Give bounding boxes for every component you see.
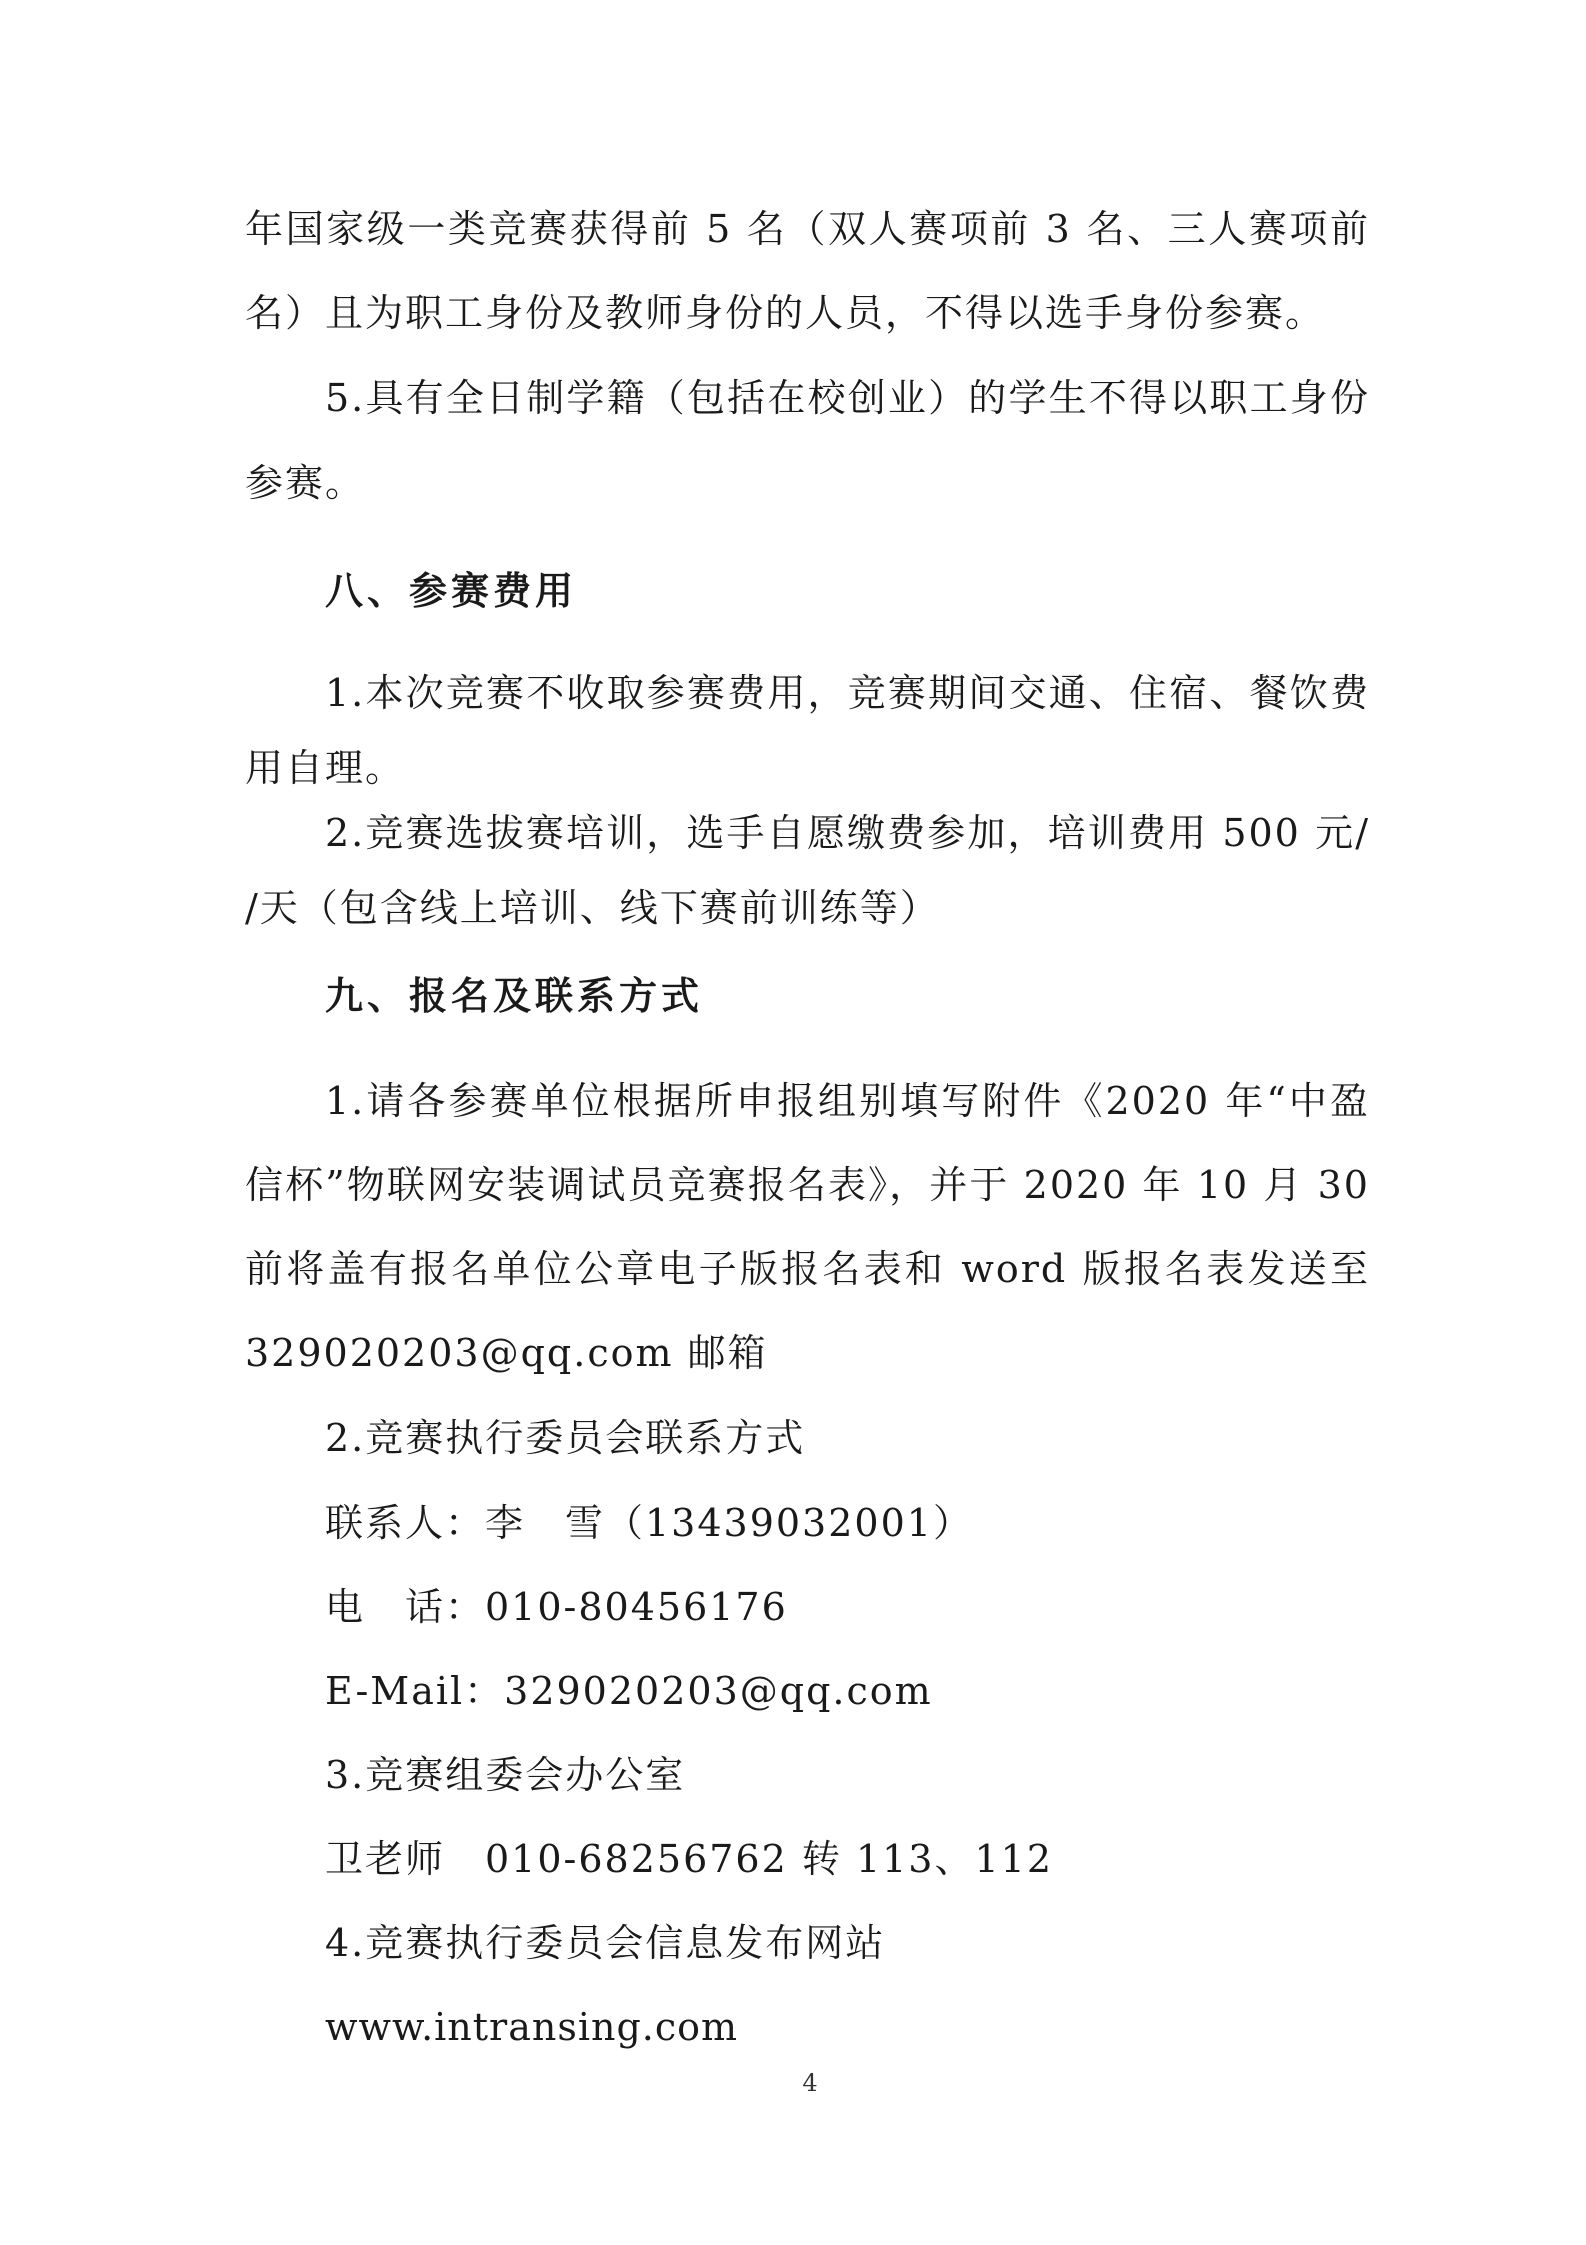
page-number: 4 bbox=[802, 2069, 818, 2097]
paragraph-line: 2.竞赛执行委员会联系方式 bbox=[325, 1416, 806, 1460]
paragraph-line: 信杯”物联网安装调试员竞赛报名表》，并于 2020 年 10 月 30 bbox=[245, 1163, 1370, 1207]
paragraph-line: 名）且为职工身份及教师身份的人员，不得以选手身份参赛。 bbox=[245, 291, 1326, 335]
paragraph-line: 3.竞赛组委会办公室 bbox=[325, 1753, 686, 1797]
website-url: www.intransing.com bbox=[325, 2005, 739, 2049]
paragraph-line: /天（包含线上培训、线下赛前训练等） bbox=[245, 886, 940, 930]
paragraph-line: 前将盖有报名单位公章电子版报名表和 word 版报名表发送至 bbox=[245, 1247, 1370, 1291]
paragraph-line: 5.具有全日制学籍（包括在校创业）的学生不得以职工身份 bbox=[325, 376, 1370, 420]
paragraph-line: 年国家级一类竞赛获得前 5 名（双人赛项前 3 名、三人赛项前 bbox=[245, 207, 1370, 251]
paragraph-line: 4.竞赛执行委员会信息发布网站 bbox=[325, 1921, 886, 1965]
contact-person: 联系人：李 雪（13439032001） bbox=[325, 1501, 973, 1545]
contact-phone: 电 话：010-80456176 bbox=[325, 1585, 788, 1629]
paragraph-line: 参赛。 bbox=[245, 461, 366, 505]
paragraph-line: 1.本次竞赛不收取参赛费用，竞赛期间交通、住宿、餐饮费 bbox=[325, 671, 1370, 715]
contact-email: E-Mail：329020203@qq.com bbox=[325, 1669, 933, 1713]
section-heading: 九、报名及联系方式 bbox=[325, 974, 704, 1018]
office-contact: 卫老师 010-68256762 转 113、112 bbox=[325, 1837, 1054, 1881]
paragraph-line: 2.竞赛选拔赛培训，选手自愿缴费参加，培训费用 500 元/ bbox=[325, 811, 1370, 855]
section-heading: 八、参赛费用 bbox=[325, 569, 578, 613]
paragraph-line: 1.请各参赛单位根据所申报组别填写附件《2020 年“中盈 bbox=[325, 1079, 1370, 1123]
paragraph-line: 用自理。 bbox=[245, 746, 406, 790]
email-line: 329020203@qq.com 邮箱 bbox=[245, 1331, 768, 1375]
